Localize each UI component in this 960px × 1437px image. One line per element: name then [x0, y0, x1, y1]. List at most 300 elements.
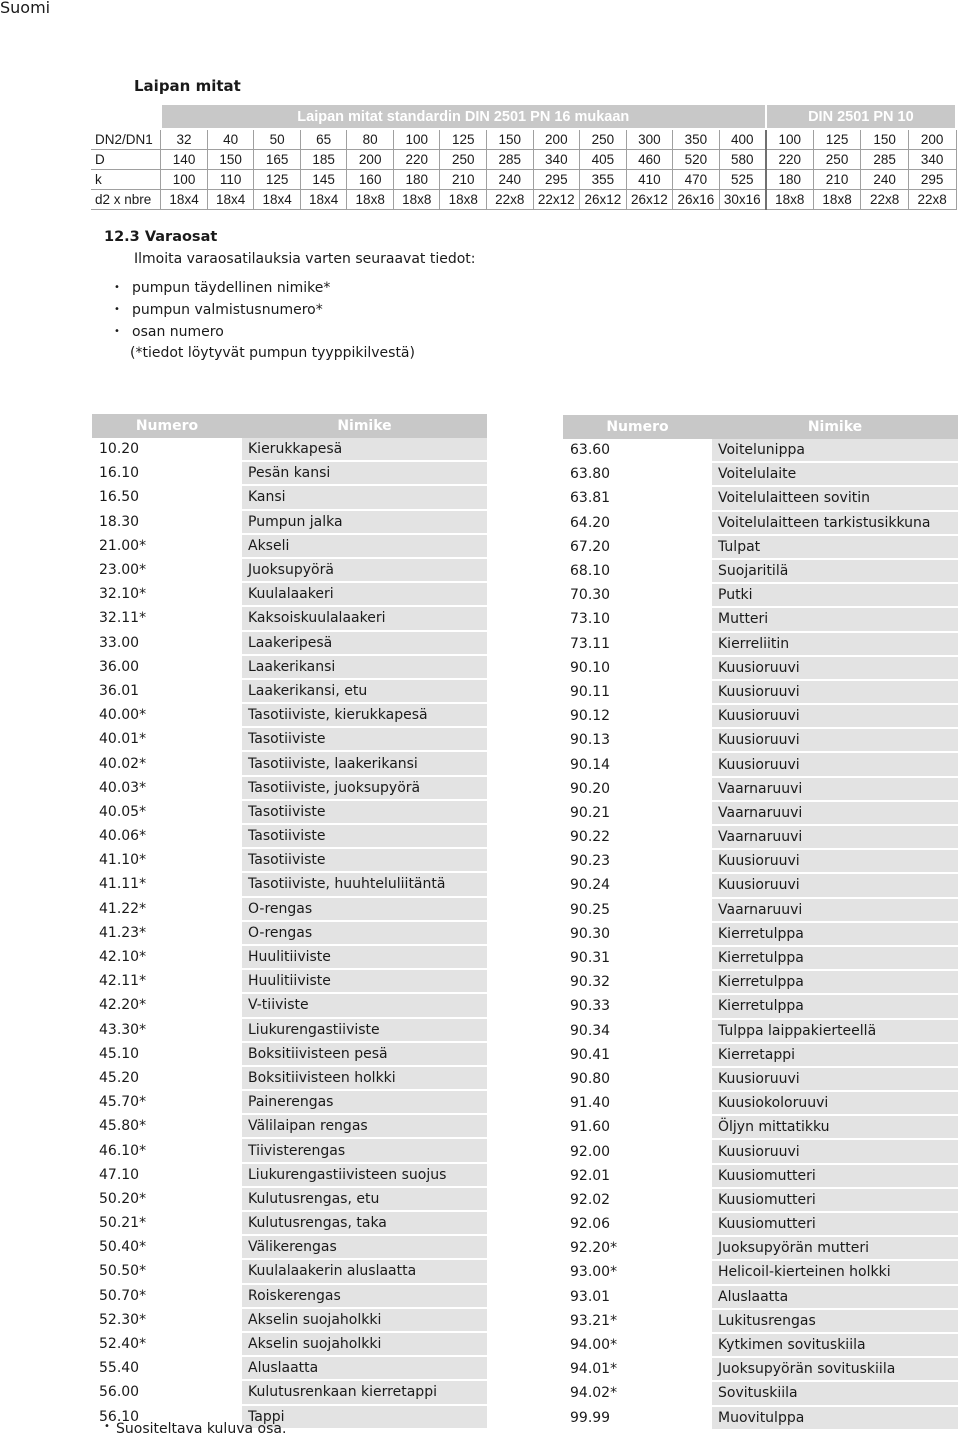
part-name: Kuulalaakeri — [242, 583, 487, 605]
part-name: Akseli — [242, 535, 487, 557]
part-name: Tasotiiviste — [242, 728, 487, 750]
wear-part-footnote: • Suositeltava kuluva osa. — [104, 1421, 286, 1437]
part-row — [563, 947, 958, 971]
part-name: V-tiiviste — [242, 994, 487, 1016]
part-row — [92, 825, 487, 849]
part-row — [92, 994, 487, 1018]
flange-cell: 26x12 — [580, 190, 627, 210]
part-number: 56.00 — [99, 1384, 140, 1401]
part-name: Roiskerengas — [242, 1285, 487, 1307]
part-name: Kuusioruuvi — [712, 753, 958, 775]
part-number: 90.21 — [570, 804, 611, 821]
flange-row-label: k — [91, 170, 161, 190]
flange-cell: 400 — [719, 129, 766, 150]
part-name: Kytkimen sovituskiila — [712, 1334, 958, 1356]
part-row — [92, 728, 487, 752]
part-row — [92, 1357, 487, 1381]
part-number: 90.25 — [570, 901, 611, 918]
part-row — [563, 1189, 958, 1213]
flange-header-pn10: DIN 2501 PN 10 — [766, 104, 956, 129]
flange-cell: 100 — [766, 129, 814, 150]
part-name: Voitelunippa — [712, 439, 958, 461]
flange-cell: 22x12 — [533, 190, 580, 210]
part-number: 45.10 — [99, 1045, 140, 1062]
part-row — [92, 704, 487, 728]
part-row — [92, 511, 487, 535]
part-number: 92.00 — [570, 1143, 611, 1160]
flange-cell: 200 — [908, 129, 956, 150]
part-row — [92, 1236, 487, 1260]
part-number: 40.03* — [99, 779, 147, 796]
part-row — [563, 995, 958, 1019]
part-number: 90.24 — [570, 877, 611, 894]
flange-cell: 110 — [207, 170, 254, 190]
part-row — [92, 656, 487, 680]
part-row — [92, 559, 487, 583]
flange-cell: 405 — [580, 150, 627, 170]
part-number: 40.02* — [99, 755, 147, 772]
part-name: Boksitiivisteen pesä — [242, 1043, 487, 1065]
part-row — [92, 583, 487, 607]
flange-cell: 32 — [161, 129, 208, 150]
flange-cell: 150 — [487, 129, 534, 150]
part-name: Voitelulaitteen sovitin — [712, 487, 958, 509]
part-row — [92, 1091, 487, 1115]
part-number: 94.00* — [570, 1337, 618, 1354]
part-number: 32.10* — [99, 586, 147, 603]
part-name: Tulppa laippakierteellä — [712, 1020, 958, 1042]
part-number: 42.20* — [99, 997, 147, 1014]
part-row — [563, 826, 958, 850]
part-name: Kuusioruuvi — [712, 1140, 958, 1162]
part-row — [92, 801, 487, 825]
part-row — [563, 560, 958, 584]
flange-cell: 285 — [487, 150, 534, 170]
part-name: Kuusiomutteri — [712, 1189, 958, 1211]
part-row — [563, 512, 958, 536]
part-row — [563, 584, 958, 608]
part-row — [92, 535, 487, 559]
part-name: Tasotiiviste, kierukkapesä — [242, 704, 487, 726]
part-row — [563, 1261, 958, 1285]
part-name: Kierukkapesä — [242, 438, 487, 460]
flange-cell: 210 — [440, 170, 487, 190]
part-number: 63.80 — [570, 466, 611, 483]
flange-dimensions-title: Laipan mitat — [134, 77, 241, 95]
part-name: Tasotiiviste — [242, 801, 487, 823]
part-number: 50.40* — [99, 1239, 147, 1256]
part-name: Kierretulppa — [712, 995, 958, 1017]
part-row — [563, 850, 958, 874]
part-name: Pesän kansi — [242, 462, 487, 484]
part-number: 99.99 — [570, 1409, 611, 1426]
part-number: 40.00* — [99, 707, 147, 724]
part-number: 33.00 — [99, 634, 140, 651]
part-row — [563, 1068, 958, 1092]
flange-cell: 18x8 — [393, 190, 440, 210]
flange-row-label: D — [91, 150, 161, 170]
part-row — [563, 536, 958, 560]
flange-cell: 18x4 — [300, 190, 347, 210]
part-number: 46.10* — [99, 1142, 147, 1159]
flange-row — [91, 129, 956, 150]
flange-row-label: DN2/DN1 — [91, 129, 161, 150]
part-number: 36.01 — [99, 682, 140, 699]
flange-header-empty — [91, 104, 161, 129]
part-name: Kierretappi — [712, 1044, 958, 1066]
part-number: 52.40* — [99, 1336, 147, 1353]
column-header-name: Nimike — [337, 418, 392, 434]
part-number: 90.41 — [570, 1046, 611, 1063]
part-number: 63.60 — [570, 442, 611, 459]
part-row — [563, 1310, 958, 1334]
part-name: Liukurengastiiviste — [242, 1019, 487, 1041]
parts-list-header — [92, 414, 487, 438]
part-name: Painerengas — [242, 1091, 487, 1113]
part-name: Vaarnaruuvi — [712, 802, 958, 824]
flange-cell: 210 — [813, 170, 861, 190]
part-row — [563, 1334, 958, 1358]
part-row — [92, 752, 487, 776]
part-name: Tasotiiviste — [242, 825, 487, 847]
flange-cell: 65 — [300, 129, 347, 150]
part-number: 47.10 — [99, 1166, 140, 1183]
part-number: 43.30* — [99, 1021, 147, 1038]
part-name: Kierreliitin — [712, 633, 958, 655]
flange-row — [91, 190, 956, 210]
part-name: Kaksoiskuulalaakeri — [242, 607, 487, 629]
part-number: 50.21* — [99, 1215, 147, 1232]
part-name: Mutteri — [712, 608, 958, 630]
part-number: 92.02 — [570, 1191, 611, 1208]
flange-cell: 295 — [533, 170, 580, 190]
part-number: 10.20 — [99, 441, 140, 458]
part-name: Vaarnaruuvi — [712, 778, 958, 800]
flange-header-row — [91, 104, 956, 129]
part-name: Voitelulaitteen tarkistusikkuna — [712, 512, 958, 534]
part-number: 45.70* — [99, 1094, 147, 1111]
part-number: 41.22* — [99, 900, 147, 917]
part-row — [563, 802, 958, 826]
part-name: Kuusioruuvi — [712, 850, 958, 872]
part-row — [92, 462, 487, 486]
part-row — [563, 1116, 958, 1140]
part-name: Kuulalaakerin aluslaatta — [242, 1260, 487, 1282]
part-number: 67.20 — [570, 538, 611, 555]
part-row — [92, 1164, 487, 1188]
part-number: 90.11 — [570, 683, 611, 700]
flange-cell: 340 — [908, 150, 956, 170]
part-name: Suojaritilä — [712, 560, 958, 582]
part-number: 40.01* — [99, 731, 147, 748]
part-number: 93.21* — [570, 1312, 618, 1329]
part-row — [92, 777, 487, 801]
part-name: Kuusioruuvi — [712, 729, 958, 751]
order-info-list — [114, 277, 330, 343]
flange-cell: 165 — [254, 150, 301, 170]
flange-cell: 525 — [719, 170, 766, 190]
part-name: Voitelulaite — [712, 463, 958, 485]
part-number: 93.00* — [570, 1264, 618, 1281]
flange-cell: 180 — [766, 170, 814, 190]
part-row — [92, 438, 487, 462]
part-number: 41.23* — [99, 924, 147, 941]
part-name: Kansi — [242, 486, 487, 508]
part-name: Kierretulppa — [712, 923, 958, 945]
part-row — [92, 1188, 487, 1212]
part-name: Tasotiiviste, juoksupyörä — [242, 777, 487, 799]
part-row — [563, 1382, 958, 1406]
flange-cell: 80 — [347, 129, 394, 150]
part-number: 42.10* — [99, 949, 147, 966]
part-number: 50.50* — [99, 1263, 147, 1280]
part-name: Huulitiiviste — [242, 970, 487, 992]
part-row — [92, 946, 487, 970]
flange-cell: 295 — [908, 170, 956, 190]
part-row — [563, 487, 958, 511]
part-name: Öljyn mittatikku — [712, 1116, 958, 1138]
flange-cell: 200 — [533, 129, 580, 150]
flange-cell: 240 — [487, 170, 534, 190]
part-row — [92, 922, 487, 946]
part-number: 32.11* — [99, 610, 147, 627]
flange-cell: 470 — [673, 170, 720, 190]
part-row — [563, 1237, 958, 1261]
part-number: 90.22 — [570, 829, 611, 846]
column-header-number: Numero — [606, 419, 669, 435]
part-name: Helicoil-kierteinen holkki — [712, 1261, 958, 1283]
part-name: O-rengas — [242, 898, 487, 920]
flange-cell: 100 — [393, 129, 440, 150]
part-number: 16.50 — [99, 489, 140, 506]
part-row — [92, 1333, 487, 1357]
flange-cell: 250 — [440, 150, 487, 170]
flange-dimensions-table — [90, 103, 957, 210]
part-number: 63.81 — [570, 490, 611, 507]
part-number: 73.11 — [570, 635, 611, 652]
part-row — [92, 1139, 487, 1163]
part-number: 52.30* — [99, 1311, 147, 1328]
part-name: Kuusiomutteri — [712, 1213, 958, 1235]
flange-cell: 220 — [393, 150, 440, 170]
part-row — [563, 923, 958, 947]
part-number: 90.13 — [570, 732, 611, 749]
part-name: Boksitiivisteen holkki — [242, 1067, 487, 1089]
part-row — [92, 1285, 487, 1309]
parts-rows — [92, 438, 487, 1430]
part-number: 68.10 — [570, 563, 611, 580]
order-info-item: • pumpun valmistusnumero* — [114, 299, 330, 321]
flange-cell: 140 — [161, 150, 208, 170]
flange-cell: 300 — [626, 129, 673, 150]
flange-cell: 18x4 — [161, 190, 208, 210]
flange-cell: 355 — [580, 170, 627, 190]
part-name: Juoksupyörän mutteri — [712, 1237, 958, 1259]
part-number: 90.32 — [570, 974, 611, 991]
part-row — [563, 1358, 958, 1382]
flange-row — [91, 150, 956, 170]
flange-cell: 220 — [766, 150, 814, 170]
part-row — [563, 1165, 958, 1189]
part-number: 40.06* — [99, 828, 147, 845]
part-number: 50.20* — [99, 1190, 147, 1207]
part-row — [92, 970, 487, 994]
part-name: Kuusioruuvi — [712, 874, 958, 896]
flange-cell: 125 — [254, 170, 301, 190]
part-number: 90.34 — [570, 1022, 611, 1039]
part-number: 42.11* — [99, 973, 147, 990]
flange-cell: 410 — [626, 170, 673, 190]
part-row — [92, 632, 487, 656]
part-row — [563, 729, 958, 753]
part-row — [92, 873, 487, 897]
flange-cell: 520 — [673, 150, 720, 170]
flange-cell: 18x8 — [440, 190, 487, 210]
flange-cell: 150 — [207, 150, 254, 170]
part-row — [563, 681, 958, 705]
part-row — [563, 1092, 958, 1116]
part-number: 92.01 — [570, 1167, 611, 1184]
part-number: 56.10 — [99, 1408, 140, 1425]
flange-cell: 26x16 — [673, 190, 720, 210]
flange-cell: 340 — [533, 150, 580, 170]
part-number: 73.10 — [570, 611, 611, 628]
flange-cell: 185 — [300, 150, 347, 170]
flange-cell: 22x8 — [908, 190, 956, 210]
part-name: Juoksupyörän sovituskiila — [712, 1358, 958, 1380]
part-number: 21.00* — [99, 537, 147, 554]
flange-cell: 125 — [813, 129, 861, 150]
flange-cell: 125 — [440, 129, 487, 150]
part-name: Tulpat — [712, 536, 958, 558]
part-name: Aluslaatta — [242, 1357, 487, 1379]
part-row — [92, 849, 487, 873]
flange-cell: 580 — [719, 150, 766, 170]
part-number: 40.05* — [99, 803, 147, 820]
flange-cell: 145 — [300, 170, 347, 190]
flange-cell: 22x8 — [487, 190, 534, 210]
part-row — [563, 1407, 958, 1431]
part-number: 90.31 — [570, 950, 611, 967]
part-name: Akselin suojaholkki — [242, 1333, 487, 1355]
part-row — [92, 1019, 487, 1043]
part-row — [92, 1115, 487, 1139]
part-number: 94.02* — [570, 1385, 618, 1402]
part-number: 93.01 — [570, 1288, 611, 1305]
part-name: Liukurengastiivisteen suojus — [242, 1164, 487, 1186]
part-number: 91.60 — [570, 1119, 611, 1136]
flange-cell: 26x12 — [626, 190, 673, 210]
part-row — [563, 1020, 958, 1044]
spare-parts-intro: Ilmoita varaosatilauksia varten seuraavat tiedot: — [134, 251, 476, 267]
part-name: Välilaipan rengas — [242, 1115, 487, 1137]
part-row — [563, 1213, 958, 1237]
flange-cell: 350 — [673, 129, 720, 150]
part-number: 50.70* — [99, 1287, 147, 1304]
part-name: Muovitulppa — [712, 1407, 958, 1429]
part-name: Kulutusrengas, etu — [242, 1188, 487, 1210]
flange-cell: 100 — [161, 170, 208, 190]
part-number: 36.00 — [99, 658, 140, 675]
part-name: Juoksupyörä — [242, 559, 487, 581]
flange-cell: 160 — [347, 170, 394, 190]
part-name: Pumpun jalka — [242, 511, 487, 533]
part-name: Tappi — [242, 1406, 487, 1428]
part-row — [563, 463, 958, 487]
part-number: 92.20* — [570, 1240, 618, 1257]
flange-cell: 240 — [861, 170, 909, 190]
part-name: Laakeripesä — [242, 632, 487, 654]
flange-row — [91, 170, 956, 190]
spare-parts-heading: 12.3 Varaosat — [104, 229, 218, 245]
flange-cell: 40 — [207, 129, 254, 150]
parts-rows — [563, 439, 958, 1431]
flange-cell: 200 — [347, 150, 394, 170]
part-name: Kulutusrenkaan kierretappi — [242, 1381, 487, 1403]
part-number: 90.33 — [570, 998, 611, 1015]
part-number: 90.14 — [570, 756, 611, 773]
part-name: Huulitiiviste — [242, 946, 487, 968]
flange-cell: 18x4 — [254, 190, 301, 210]
flange-cell: 180 — [393, 170, 440, 190]
part-row — [563, 705, 958, 729]
part-row — [563, 874, 958, 898]
flange-cell: 285 — [861, 150, 909, 170]
part-number: 90.80 — [570, 1070, 611, 1087]
part-number: 91.40 — [570, 1095, 611, 1112]
part-name: Sovituskiila — [712, 1382, 958, 1404]
part-number: 90.30 — [570, 925, 611, 942]
part-number: 16.10 — [99, 465, 140, 482]
parts-list-header — [563, 415, 958, 439]
part-number: 70.30 — [570, 587, 611, 604]
part-name: Laakerikansi, etu — [242, 680, 487, 702]
part-number: 90.10 — [570, 659, 611, 676]
part-row — [92, 607, 487, 631]
part-name: Kuusioruuvi — [712, 1068, 958, 1090]
part-name: Vaarnaruuvi — [712, 826, 958, 848]
part-number: 64.20 — [570, 514, 611, 531]
part-row — [563, 1044, 958, 1068]
parts-list-left — [92, 414, 487, 1430]
nameplate-note: (*tiedot löytyvät pumpun tyyppikilvestä) — [130, 345, 415, 361]
flange-cell: 250 — [813, 150, 861, 170]
flange-cell: 460 — [626, 150, 673, 170]
parts-list-right — [563, 415, 958, 1431]
part-name: Kuusioruuvi — [712, 705, 958, 727]
part-row — [563, 899, 958, 923]
part-name: Putki — [712, 584, 958, 606]
flange-cell: 22x8 — [861, 190, 909, 210]
part-number: 18.30 — [99, 513, 140, 530]
flange-cell: 18x8 — [766, 190, 814, 210]
flange-cell: 18x4 — [207, 190, 254, 210]
part-name: Lukitusrengas — [712, 1310, 958, 1332]
part-name: Tasotiiviste — [242, 849, 487, 871]
part-row — [563, 971, 958, 995]
flange-header-pn16: Laipan mitat standardin DIN 2501 PN 16 mukaan — [161, 104, 766, 129]
part-number: 90.12 — [570, 708, 611, 725]
part-name: Kulutusrengas, taka — [242, 1212, 487, 1234]
flange-cell: 30x16 — [719, 190, 766, 210]
part-row — [563, 633, 958, 657]
order-info-item: • osan numero — [114, 321, 330, 343]
part-name: Aluslaatta — [712, 1286, 958, 1308]
part-name: Kuusioruuvi — [712, 681, 958, 703]
part-number: 41.11* — [99, 876, 147, 893]
part-name: Kuusiokoloruuvi — [712, 1092, 958, 1114]
flange-cell: 18x8 — [813, 190, 861, 210]
